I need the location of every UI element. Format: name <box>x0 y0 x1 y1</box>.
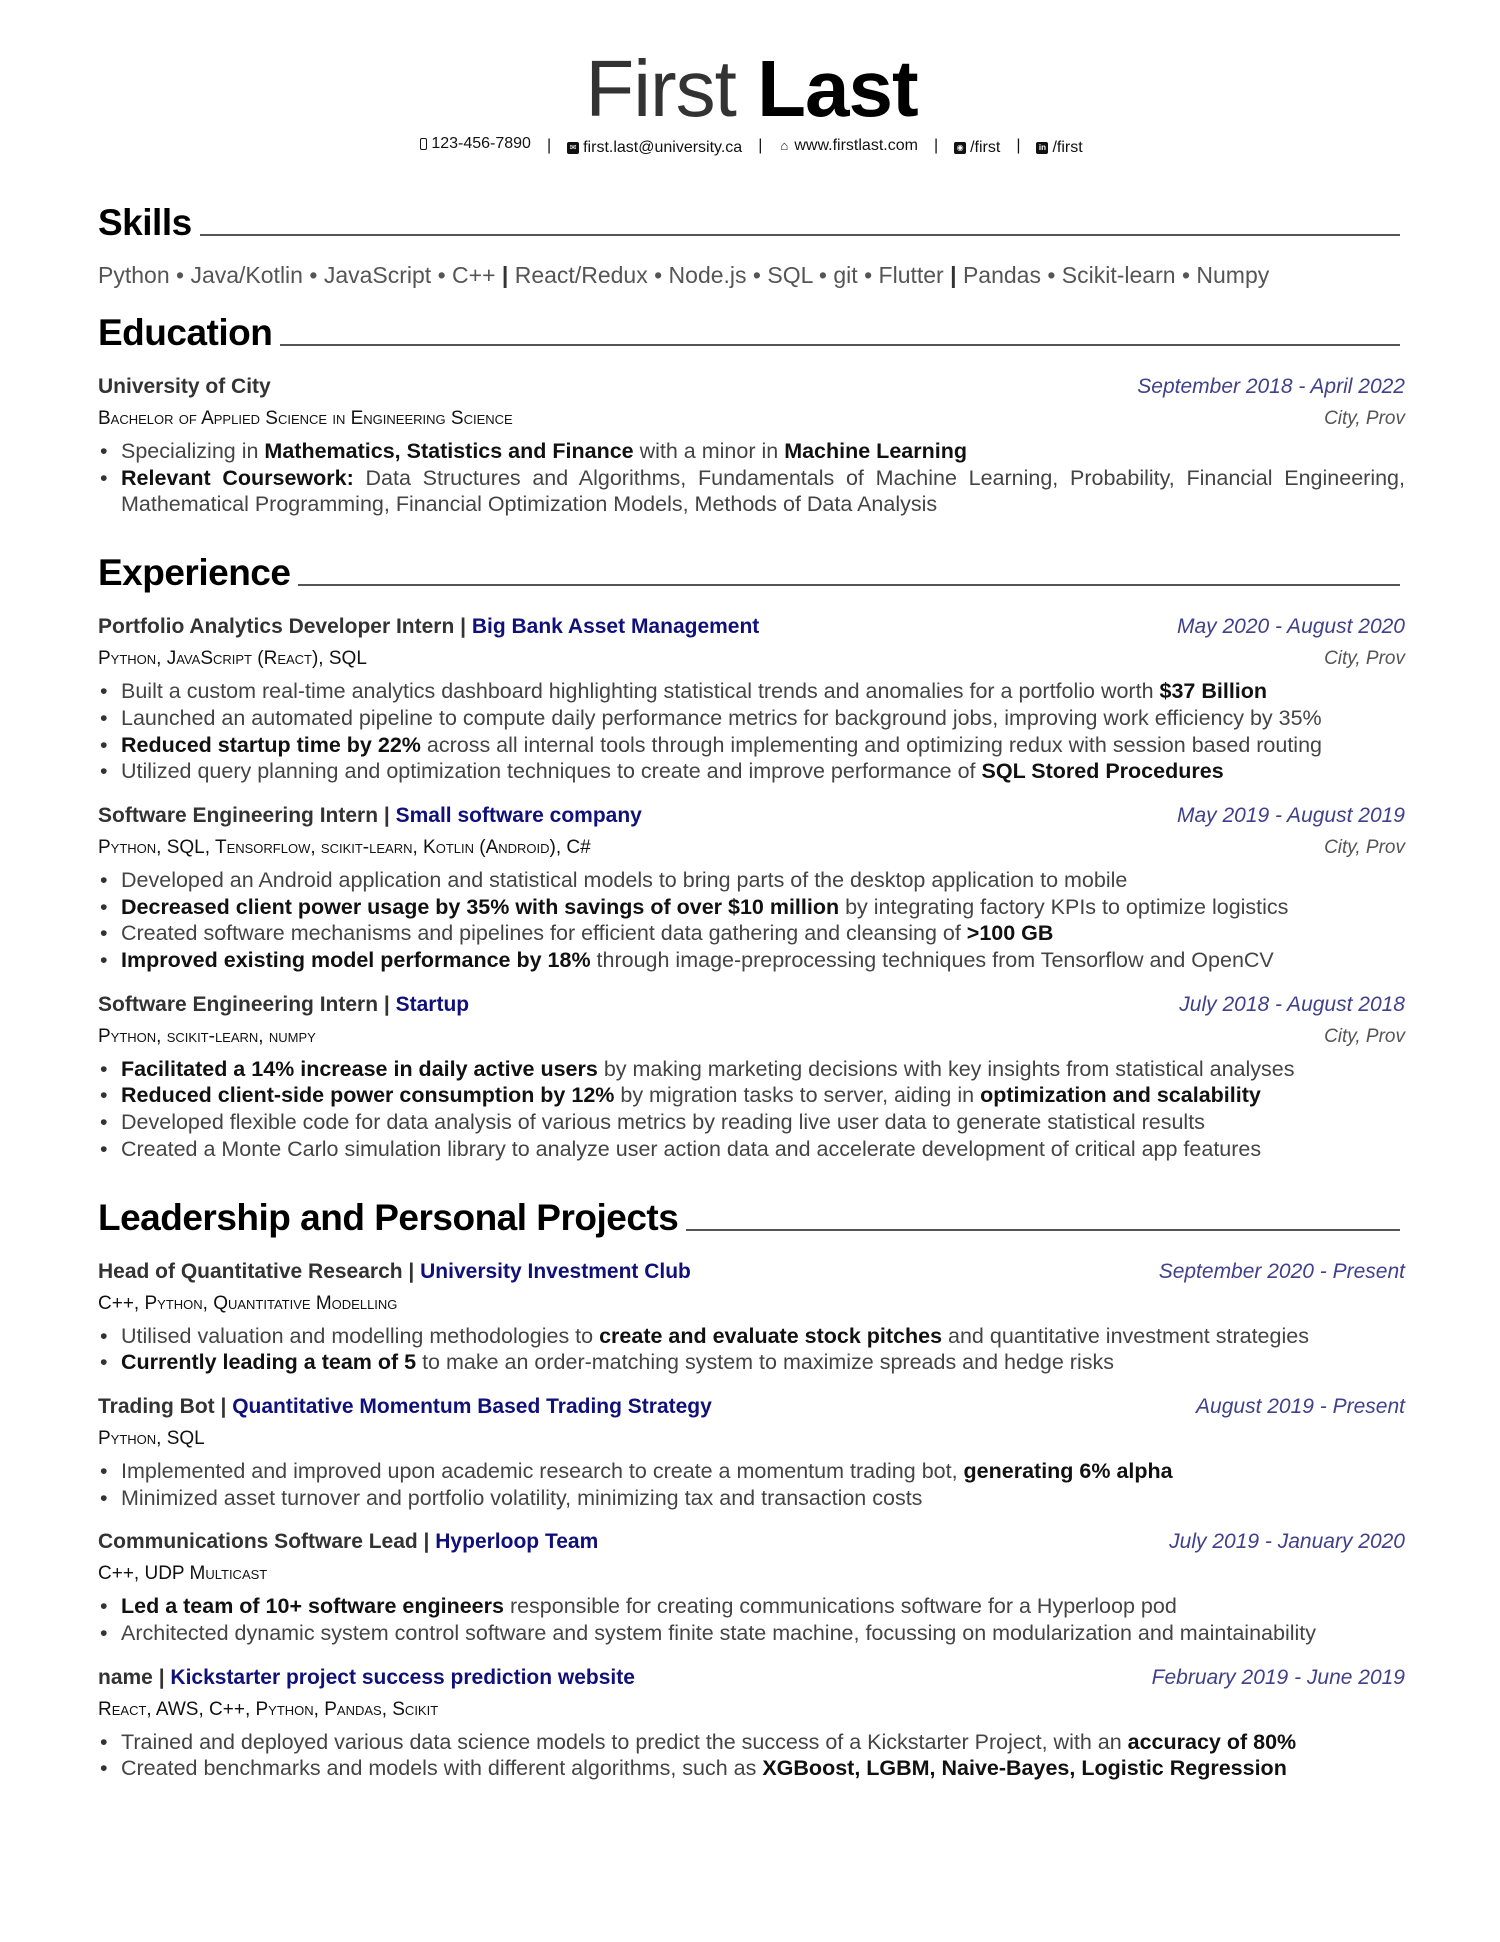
skills-section-header <box>98 200 1405 246</box>
bold-text: >100 GB <box>966 921 1054 946</box>
bold-text: XGBoost, LGBM, Naive-Bayes, Logistic Regression <box>762 1756 1287 1781</box>
text-segment: Architected dynamic system control software and system finite state machine, focussing on modularization and maintainability <box>121 1621 1317 1646</box>
entry-header-row <box>98 1527 1405 1557</box>
bullet-item <box>98 1755 1405 1782</box>
skill-item: JavaScript <box>323 262 432 288</box>
contact-text[interactable]: 123-456-7890 <box>431 135 531 152</box>
organization-name: Quantitative Momentum Based Trading Strategy <box>232 1394 712 1418</box>
text-segment: responsible for creating communications software for a Hyperloop pod <box>503 1594 1177 1619</box>
contact-phone[interactable] <box>420 135 531 153</box>
entry-technologies: C++, Python, Quantitative Modelling <box>98 1292 398 1314</box>
text-segment: Developed an Android application and statistical models to bring parts of the desktop application to mobile <box>121 867 1128 892</box>
skills-list: Python • Java/Kotlin • JavaScript • C++ | React/Redux • Node.js • SQL • git • Flutter | Pandas • Scikit-learn • Numpy <box>98 262 1270 288</box>
bold-text: generating 6% alpha <box>963 1458 1173 1483</box>
bold-text: optimization and scalability <box>980 1083 1261 1108</box>
entry-subheader-row <box>98 1287 1405 1321</box>
bold-text: Machine Learning <box>784 439 967 463</box>
entry-title: Trading Bot | Quantitative Momentum Based Trading Strategy <box>98 1394 712 1418</box>
bullet-item <box>98 947 1405 974</box>
text-segment: Minimized asset turnover and portfolio volatility, minimizing tax and transaction costs <box>121 1485 923 1510</box>
text-segment: Utilized query planning and optimization techniques to create and improve performance of <box>121 759 982 784</box>
contact-separator: | <box>933 137 939 154</box>
text-segment: Utilised valuation and modelling methodologies to <box>121 1323 600 1348</box>
entry-technologies: Python, SQL, Tensorflow, scikit-learn, Kotlin (Android), C# <box>98 836 591 858</box>
entry-title: Portfolio Analytics Developer Intern | Big Bank Asset Management <box>98 615 760 639</box>
bullet-list <box>98 1323 1405 1376</box>
education-section-header <box>98 310 1405 356</box>
skill-item: Python <box>98 262 170 288</box>
bullet-item <box>98 867 1405 894</box>
bold-text: Facilitated a 14% increase in daily active users <box>121 1056 598 1081</box>
bullet-list <box>98 1458 1405 1511</box>
entry-subheader-row <box>98 1557 1405 1591</box>
resume-content <box>98 190 1405 1782</box>
bold-text: SQL Stored Procedures <box>981 759 1224 784</box>
skill-group-divider: | <box>501 262 509 288</box>
text-segment: Developed flexible code for data analysis of various metrics by reading live user data to generate statistical results <box>121 1110 1205 1135</box>
organization-name: Kickstarter project success prediction website <box>170 1665 635 1689</box>
resume-entry <box>98 801 1405 974</box>
phone-icon <box>420 138 427 150</box>
entry-title: Software Engineering Intern | Small software company <box>98 803 642 827</box>
text-segment: by migration tasks to server, aiding in <box>614 1083 981 1108</box>
skill-item: Java/Kotlin <box>190 262 303 288</box>
bold-text: Led a team of 10+ software engineers <box>121 1594 504 1619</box>
section-rule <box>280 344 1400 346</box>
entry-subheader-row <box>98 831 1405 865</box>
resume-entry <box>98 612 1405 785</box>
bullet-item <box>98 705 1405 732</box>
bullet-item <box>98 920 1405 947</box>
entry-dates: September 2018 - April 2022 <box>1137 375 1405 398</box>
entry-technologies: C++, UDP Multicast <box>98 1563 268 1585</box>
bullet-item <box>98 894 1405 921</box>
bullet-item <box>98 678 1405 705</box>
section-title: Education <box>98 312 273 353</box>
skill-item: Node.js <box>668 262 747 288</box>
bold-text: Reduced client-side power consumption by 12% <box>121 1083 615 1108</box>
leadership-section-header <box>98 1195 1405 1241</box>
role-title: Portfolio Analytics Developer Intern <box>98 615 455 639</box>
entry-header-row <box>98 1392 1405 1422</box>
bullet-item <box>98 732 1405 759</box>
bullet-item <box>98 1485 1405 1512</box>
skill-item: C++ <box>452 262 496 288</box>
entry-dates: February 2019 - June 2019 <box>1151 1665 1405 1689</box>
entry-subheader-row <box>98 402 1405 436</box>
skill-group-divider: | <box>950 262 957 288</box>
entry-title: name | Kickstarter project success prediction website <box>98 1665 635 1689</box>
text-segment: and quantitative investment strategies <box>942 1323 1309 1348</box>
bullet-list <box>98 1729 1405 1782</box>
bold-text: Decreased client power usage by 35% with savings of over $10 million <box>121 894 840 919</box>
organization-name: Hyperloop Team <box>435 1530 599 1554</box>
skill-item: Numpy <box>1196 262 1270 288</box>
contact-linkedin[interactable] <box>1036 139 1082 157</box>
bullet-item <box>98 1323 1405 1350</box>
text-segment: Implemented and improved upon academic research to create a momentum trading bot, <box>121 1458 964 1483</box>
bullet-item <box>98 1082 1405 1109</box>
resume-entry <box>98 990 1405 1163</box>
organization-name: Small software company <box>395 803 642 827</box>
entry-subheader-row <box>98 642 1405 676</box>
entry-header-row <box>98 372 1405 402</box>
bullet-item <box>98 1136 1405 1163</box>
role-title: Communications Software Lead <box>98 1530 418 1554</box>
github-icon: ◉ <box>954 142 966 154</box>
linkedin-icon: in <box>1036 142 1048 154</box>
entry-location: City, Prov <box>1324 648 1405 670</box>
bold-text: Currently leading a team of 5 <box>121 1350 417 1375</box>
last-name: Last <box>757 44 918 133</box>
resume-entry <box>98 1527 1405 1646</box>
entry-header-row <box>98 612 1405 642</box>
bullet-item <box>98 758 1405 785</box>
text-segment: Built a custom real-time analytics dashboard highlighting statistical trends and anomalies for a portfolio worth <box>121 679 1160 704</box>
text-segment: Specializing in <box>121 439 265 463</box>
skill-item: Flutter <box>878 262 944 288</box>
section-title: Leadership and Personal Projects <box>98 1196 679 1238</box>
section-rule <box>686 1229 1400 1231</box>
contact-text[interactable]: /first <box>1052 139 1083 156</box>
bold-text: Reduced startup time by 22% <box>121 732 421 757</box>
text-segment: Created benchmarks and models with different algorithms, such as <box>121 1756 763 1781</box>
entry-title: Software Engineering Intern | Startup <box>98 992 470 1016</box>
bullet-list <box>98 1056 1405 1163</box>
entry-title: Communications Software Lead | Hyperloop Team <box>98 1530 599 1554</box>
section-title: Experience <box>98 552 291 594</box>
contact-separator: | <box>758 137 763 154</box>
entry-subheader-row <box>98 1422 1405 1456</box>
bold-text: Relevant Coursework: <box>121 465 354 490</box>
bullet-item <box>98 1109 1405 1136</box>
bullet-list <box>98 1593 1405 1646</box>
bold-text: Improved existing model performance by 18% <box>121 948 591 973</box>
contact-bar <box>98 135 1405 157</box>
entry-dates: May 2019 - August 2019 <box>1176 803 1405 827</box>
entry-title: Head of Quantitative Research | University Investment Club <box>98 1259 691 1283</box>
bold-text: Mathematics, Statistics and Finance <box>264 439 634 463</box>
text-segment: Launched an automated pipeline to compute daily performance metrics for background jobs, improving work efficiency by 35% <box>121 705 1322 730</box>
leadership-list <box>98 1257 1405 1783</box>
entry-technologies: Python, JavaScript (React), SQL <box>98 648 367 670</box>
text-segment: Trained and deployed various data science models to predict the success of a Kickstarter Project, with an <box>121 1729 1128 1754</box>
skill-item: SQL <box>767 262 813 288</box>
contact-separator: | <box>1016 137 1021 154</box>
contact-separator: | <box>546 137 552 154</box>
envelope-icon: ✉ <box>567 142 579 154</box>
text-segment: Created software mechanisms and pipelines for efficient data gathering and cleansing of <box>121 921 967 946</box>
entry-subheader-row <box>98 1020 1405 1054</box>
text-segment: across all internal tools through implementing and optimizing redux with session based routing <box>420 732 1322 757</box>
bold-text: accuracy of 80% <box>1127 1729 1297 1754</box>
organization-name: Big Bank Asset Management <box>471 615 760 639</box>
home-icon: ⌂ <box>780 138 789 153</box>
entry-location: City, Prov <box>1324 836 1405 858</box>
entry-location: City, Prov <box>1324 408 1405 429</box>
first-name: First <box>585 44 736 133</box>
bold-text: $37 Billion <box>1159 679 1268 704</box>
contact-github[interactable] <box>954 139 1000 157</box>
skill-item: Scikit-learn <box>1061 262 1176 288</box>
resume-entry <box>98 1392 1405 1511</box>
bold-text: create and evaluate stock pitches <box>599 1323 943 1348</box>
organization-name: University Investment Club <box>420 1259 691 1283</box>
entry-header-row <box>98 801 1405 831</box>
text-segment: Data Structures and Algorithms, Fundamentals of Machine Learning, Probability, Financial Engineering, Mathematical Programming, Financial Optimization Models, Methods of Data Analysis <box>121 465 1405 517</box>
entry-location: City, Prov <box>1324 1025 1405 1047</box>
entry-dates: July 2018 - August 2018 <box>1179 992 1405 1016</box>
bullet-list <box>98 867 1405 974</box>
resume-name <box>98 44 1405 134</box>
skill-item: React/Redux <box>514 262 648 288</box>
entry-technologies: React, AWS, C++, Python, Pandas, Scikit <box>98 1698 439 1720</box>
role-title: Software Engineering Intern <box>98 992 379 1016</box>
entry-dates: July 2019 - January 2020 <box>1169 1530 1405 1554</box>
entry-technologies: Bachelor of Applied Science in Engineering Science <box>98 408 513 429</box>
bullet-item <box>98 1458 1405 1485</box>
skill-item: Pandas <box>962 262 1041 288</box>
contact-home[interactable] <box>778 137 918 155</box>
contact-text[interactable]: first.last@university.ca <box>583 139 743 156</box>
bullet-item <box>98 465 1405 518</box>
bullet-item <box>98 438 1405 465</box>
bullet-list <box>98 438 1405 518</box>
resume-entry <box>98 372 1405 518</box>
education-list <box>98 372 1405 518</box>
role-title: University of City <box>98 375 271 398</box>
role-title: Trading Bot <box>98 1394 215 1418</box>
resume-entry <box>98 1257 1405 1376</box>
role-title: name <box>98 1665 153 1689</box>
entry-dates: May 2020 - August 2020 <box>1176 615 1405 639</box>
experience-list <box>98 612 1405 1162</box>
role-title: Software Engineering Intern <box>98 803 379 827</box>
bullet-item <box>98 1056 1405 1083</box>
entry-dates: September 2020 - Present <box>1158 1259 1405 1283</box>
text-segment: through image-preprocessing techniques from Tensorflow and OpenCV <box>590 948 1274 973</box>
text-segment: Created a Monte Carlo simulation library to analyze user action data and accelerate development of critical app features <box>121 1136 1262 1161</box>
bullet-list <box>98 678 1405 785</box>
section-rule <box>298 584 1400 586</box>
organization-name: Startup <box>395 992 470 1016</box>
text-segment: by integrating factory KPIs to optimize logistics <box>839 894 1289 919</box>
entry-dates: August 2019 - Present <box>1196 1394 1405 1418</box>
contact-envelope[interactable] <box>567 139 742 157</box>
text-segment: to make an order-matching system to maximize spreads and hedge risks <box>416 1350 1114 1375</box>
bullet-item <box>98 1620 1405 1647</box>
section-rule <box>200 234 1400 236</box>
text-segment: with a minor in <box>633 439 785 463</box>
skill-item: git <box>833 262 858 288</box>
experience-section-header <box>98 550 1405 596</box>
contact-text[interactable]: www.firstlast.com <box>794 137 918 154</box>
resume-entry <box>98 1663 1405 1782</box>
entry-header-row <box>98 1663 1405 1693</box>
role-title: Head of Quantitative Research <box>98 1259 403 1283</box>
bullet-item <box>98 1729 1405 1756</box>
text-segment: by making marketing decisions with key insights from statistical analyses <box>597 1056 1295 1081</box>
entry-subheader-row <box>98 1693 1405 1727</box>
bullet-item <box>98 1593 1405 1620</box>
entry-title <box>98 372 271 402</box>
bullet-item <box>98 1349 1405 1376</box>
contact-text[interactable]: /first <box>970 139 1001 156</box>
entry-header-row <box>98 990 1405 1020</box>
section-title: Skills <box>98 202 192 243</box>
entry-technologies: Python, scikit-learn, numpy <box>98 1025 316 1047</box>
entry-technologies: Python, SQL <box>98 1427 205 1449</box>
entry-header-row <box>98 1257 1405 1287</box>
